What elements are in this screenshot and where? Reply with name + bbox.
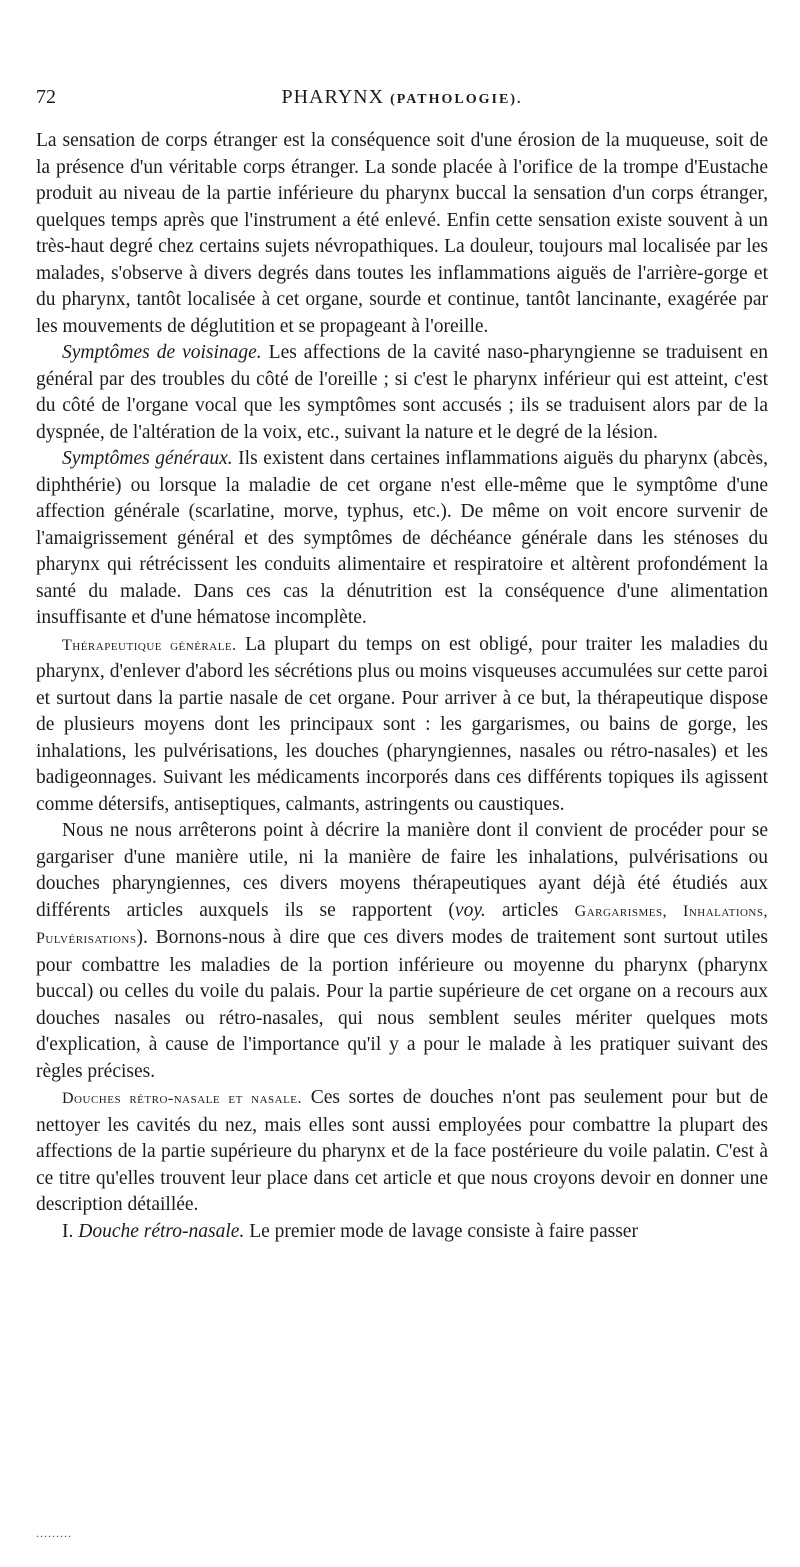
paragraph-symptomes-generaux bbox=[36, 446, 768, 632]
text-symptomes-voisinage: Les affections de la cavité naso-pharyngienne se traduisent en général par des troubles du côté de l'oreille ; si c'est le pharynx inférieur qui est atteint, c'est du côté de l'organe vocal que les symptômes sont accusés ; ils se traduisent alors par de la dyspnée, de l'altération de la voix, etc., suivant la nature et le degré de la lésion. bbox=[36, 342, 768, 443]
running-title-main: PHARYNX bbox=[281, 86, 385, 108]
section-numeral: I. bbox=[62, 1220, 74, 1242]
text-body bbox=[36, 128, 768, 1245]
paragraph-symptomes-voisinage bbox=[36, 340, 768, 446]
heading-symptomes-voisinage: Symptômes de voisinage. bbox=[62, 342, 262, 363]
page-number: 72 bbox=[36, 86, 56, 108]
cross-references: Gargarismes, Inhalations, Pulvérisations bbox=[36, 902, 768, 947]
text-douche-retro-nasale: Le premier mode de lavage consiste à faire passer bbox=[244, 1220, 638, 1242]
voy-abbrev: voy. bbox=[454, 899, 486, 921]
text-gargarismes-c: ). Bornons-nous à dire que ces divers modes de traitement sont surtout utiles pour combattre les maladies de la portion inférieure ou moyenne du pharynx (pharynx buccal) ou celles du voile du palais. Pour la partie supérieure de cet organe on a recours aux douches nasales ou rétro-nasales, qui nous semblent seules mériter quelques mots d'explication, à cause de l'importance qu'il y a pour le malade à les pratiquer suivant des règles précises. bbox=[36, 927, 768, 1082]
text-gargarismes-b: articles bbox=[485, 899, 575, 921]
page-header bbox=[36, 86, 768, 116]
paragraph-gargarismes bbox=[36, 818, 768, 1085]
paragraph-douche-retro-nasale bbox=[36, 1219, 768, 1246]
heading-douche-retro-nasale: Douche rétro-nasale. bbox=[78, 1220, 245, 1242]
text-douches: Ces sortes de douches n'ont pas seulement pour but de nettoyer les cavités du nez, mais elles sont aussi employées pour combattre la plupart des affections de la partie supérieure du pharynx et de la face postérieure du voile palatin. C'est à ce titre qu'elles trouvent leur place dans cet article et que nous croyons devoir en donner une description détaillée. bbox=[36, 1087, 768, 1215]
heading-therapeutique: Thérapeutique générale. bbox=[62, 636, 237, 654]
text-therapeutique: La plupart du temps on est obligé, pour traiter les maladies du pharynx, d'enlever d'abord les sécrétions plus ou moins visqueuses accumulées sur cette paroi et surtout dans la partie nasale de cet organe. Pour arriver à ce but, la thérapeutique dispose de plusieurs moyens dont les principaux sont : les gargarismes, ou bains de gorge, les inhalations, les pulvérisations, les douches (pharyngiennes, nasales ou rétro-nasales) et les badigeonnages. Suivant les médicaments incorporés dans ces différents topiques ils agissent comme détersifs, antiseptiques, calmants, astringents ou caustiques. bbox=[36, 633, 768, 815]
text-symptomes-generaux: Ils existent dans certaines inflammations aiguës du pharynx (abcès, diphthérie) ou lorsque la maladie de cet organe n'est elle-même que le symptôme d'une affection générale (scarlatine, morve, typhus, etc.). De même on voit encore survenir de l'amaigrissement général et des symptômes de déchéance générale dans les sténoses du pharynx qui rétrécissent les conduits alimentaire et respiratoire et altèrent profondément la santé du malade. Dans ces cas la dénutrition est la conséquence d'une alimentation insuffisante et d'une hématose incomplète. bbox=[36, 448, 768, 628]
paragraph-douches bbox=[36, 1085, 768, 1219]
signature-mark: ......... bbox=[36, 1526, 72, 1540]
running-title-sub: (PATHOLOGIE). bbox=[390, 92, 523, 107]
heading-symptomes-generaux: Symptômes généraux. bbox=[62, 448, 233, 469]
text-gargarismes-a: Nous ne nous arrêterons point à décrire la manière dont il convient de procéder pour se gargariser d'une manière utile, ni la manière de faire les inhalations, pulvérisations ou douches pharyngiennes, ces divers moyens thérapeutiques ayant déjà été étudiés aux différents articles auxquels ils se rapportent ( bbox=[36, 820, 768, 921]
heading-douches: Douches rétro-nasale et nasale. bbox=[62, 1090, 303, 1107]
paragraph-therapeutique bbox=[36, 632, 768, 819]
running-title bbox=[36, 86, 768, 109]
paragraph-sensation: La sensation de corps étranger est la conséquence soit d'une érosion de la muqueuse, soit de la présence d'un véritable corps étranger. La sonde placée à l'orifice de la trompe d'Eustache produit au niveau de la partie inférieure du pharynx buccal la sensation d'un corps étranger, quelques temps après que l'instrument a été enlevé. Enfin cette sensation existe souvent à un très-haut degré chez certains sujets névropathiques. La douleur, toujours mal localisée par les malades, s'observe à divers degrés dans toutes les inflammations aiguës de l'arrière-gorge et du pharynx, tantôt localisée à cet organe, sourde et continue, tantôt lancinante, exagérée par les mouvements de déglutition et se propageant à l'oreille. bbox=[36, 130, 768, 337]
